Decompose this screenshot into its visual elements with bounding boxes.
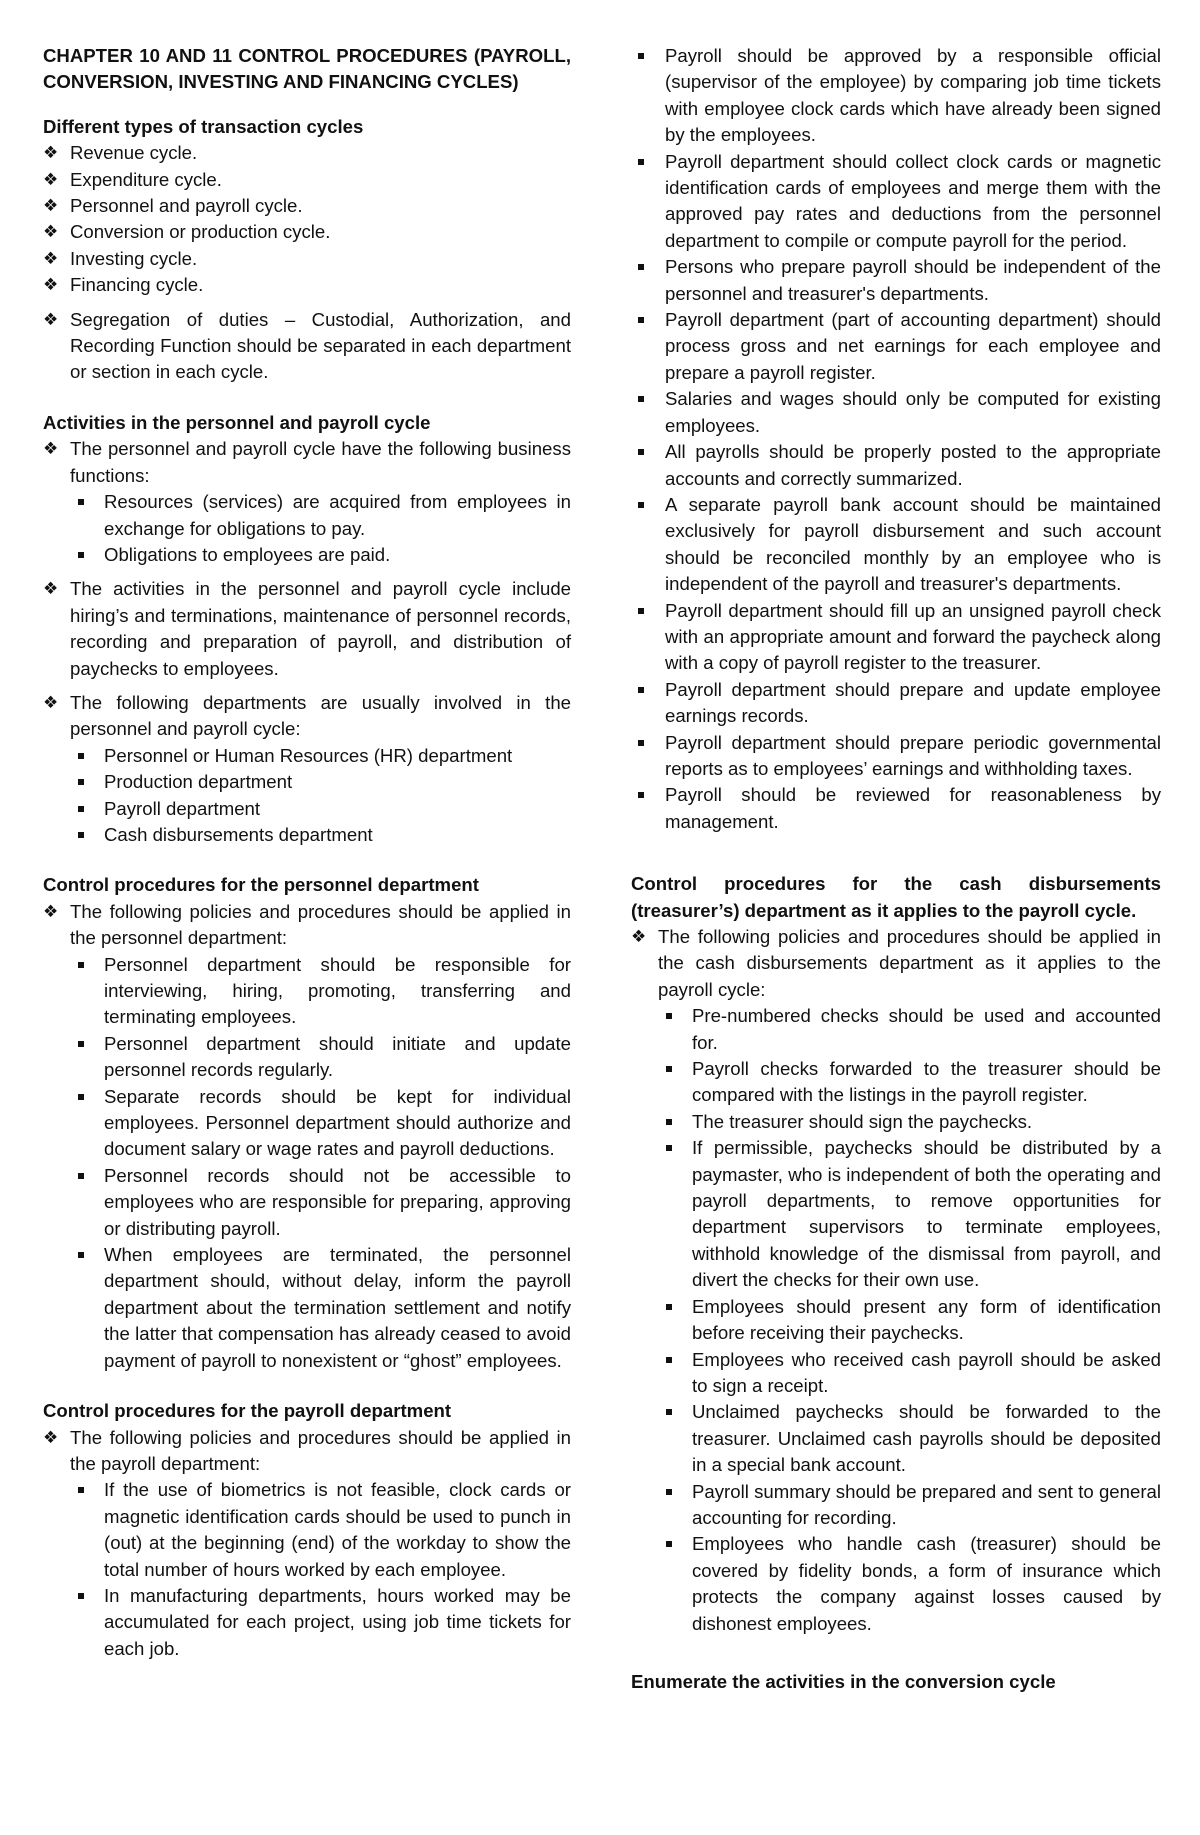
personnel-list [70, 952, 571, 1375]
square-bullet-icon [638, 159, 644, 165]
square-bullet-icon [78, 1252, 84, 1258]
square-bullet-icon [78, 779, 84, 785]
diamond-bullet-icon: ❖ [43, 309, 59, 329]
diamond-bullet-icon: ❖ [43, 222, 59, 242]
cash-intro-item: ❖ The following policies and procedures should be applied in the cash disbursements department as it applies to the payroll cycle: [631, 926, 1161, 1000]
list-item: In manufacturing departments, hours worked may be accumulated for each project, using job time tickets for each job. [70, 1583, 571, 1662]
list-item: Pre-numbered checks should be used and accounted for. [658, 1003, 1161, 1056]
list-item: ❖ Conversion or production cycle. [43, 219, 571, 245]
square-bullet-icon [666, 1304, 672, 1310]
list-item: When employees are terminated, the personnel department should, without delay, inform the payroll department about the termination settlement and notify the latter that compensation has already ceased to avoid payment of payroll to nonexistent or “ghost” employees. [70, 1242, 571, 1374]
business-functions-item: ❖ The personnel and payroll cycle have the following business functions: [43, 438, 571, 486]
segregation-item: ❖ Segregation of duties – Custodial, Authorization, and Recording Function should be separated in each department or section in each cycle. [43, 308, 571, 383]
list-item: If permissible, paychecks should be distributed by a paymaster, who is independent of both the operating and payroll departments, to remove opportunities for department supervisors to terminate employees, withhold knowledge of the dismissal from payroll, and divert the checks for their own use. [658, 1135, 1161, 1293]
square-bullet-icon [78, 1487, 84, 1493]
square-bullet-icon [78, 1041, 84, 1047]
business-functions-list [70, 489, 571, 568]
list-item: Obligations to employees are paid. [70, 542, 571, 568]
square-bullet-icon [638, 740, 644, 746]
list-item: A separate payroll bank account should be maintained exclusively for payroll disbursement and such account should be reconciled monthly by an employee who is independent of the payroll and treasurer's departments. [631, 492, 1161, 598]
diamond-bullet-icon: ❖ [631, 927, 647, 946]
list-item: Personnel records should not be accessible to employees who are responsible for preparing, approving or distributing payroll. [70, 1163, 571, 1242]
square-bullet-icon [638, 317, 644, 323]
payroll-heading: Control procedures for the payroll department [43, 1400, 452, 1422]
right-column [631, 43, 1161, 1695]
list-item: Employees who handle cash (treasurer) should be covered by fidelity bonds, a form of insurance which protects the company against losses caused by dishonest employees. [658, 1531, 1161, 1637]
cycles-list [43, 140, 571, 298]
square-bullet-icon [638, 608, 644, 614]
square-bullet-icon [638, 264, 644, 270]
left-column [43, 43, 571, 1686]
diamond-bullet-icon: ❖ [43, 248, 59, 268]
personnel-intro-item: ❖ The following policies and procedures should be applied in the personnel department: [43, 900, 571, 949]
diamond-bullet-icon: ❖ [43, 692, 59, 712]
square-bullet-icon [666, 1145, 672, 1151]
diamond-bullet-icon: ❖ [43, 901, 59, 921]
square-bullet-icon [638, 502, 644, 508]
diamond-bullet-icon: ❖ [43, 196, 59, 216]
square-bullet-icon [78, 1094, 84, 1100]
diamond-bullet-icon: ❖ [43, 143, 59, 163]
list-item: ❖ Personnel and payroll cycle. [43, 193, 571, 219]
list-item: Personnel or Human Resources (HR) department [70, 743, 571, 769]
payroll-intro-item: ❖ The following policies and procedures should be applied in the payroll department: [43, 1426, 571, 1474]
list-item: Persons who prepare payroll should be independent of the personnel and treasurer's departments. [631, 254, 1161, 307]
square-bullet-icon [78, 962, 84, 968]
diamond-bullet-icon: ❖ [43, 439, 59, 459]
list-item: Employees should present any form of identification before receiving their paychecks. [658, 1294, 1161, 1347]
departments-intro-item: ❖ The following departments are usually involved in the personnel and payroll cycle: [43, 691, 571, 740]
list-item: All payrolls should be properly posted to the appropriate accounts and correctly summarized. [631, 439, 1161, 492]
square-bullet-icon [78, 499, 84, 505]
list-item: Employees who received cash payroll should be asked to sign a receipt. [658, 1347, 1161, 1400]
list-item: ❖ Financing cycle. [43, 272, 571, 298]
list-item: Payroll checks forwarded to the treasurer should be compared with the listings in the payroll register. [658, 1056, 1161, 1109]
cycles-heading: Different types of transaction cycles [43, 115, 364, 137]
list-item: Payroll department should prepare periodic governmental reports as to employees’ earnings and withholding taxes. [631, 730, 1161, 783]
list-item: Unclaimed paychecks should be forwarded to the treasurer. Unclaimed cash payrolls should be deposited in a special bank account. [658, 1399, 1161, 1478]
square-bullet-icon [638, 396, 644, 402]
list-item: Payroll summary should be prepared and sent to general accounting for recording. [658, 1479, 1161, 1532]
list-item: Salaries and wages should only be computed for existing employees. [631, 386, 1161, 439]
square-bullet-icon [666, 1119, 672, 1125]
square-bullet-icon [78, 552, 84, 558]
square-bullet-icon [78, 1173, 84, 1179]
square-bullet-icon [78, 806, 84, 812]
personnel-heading: Control procedures for the personnel department [43, 874, 479, 896]
list-item: Payroll should be reviewed for reasonableness by management. [631, 782, 1161, 835]
square-bullet-icon [666, 1357, 672, 1363]
square-bullet-icon [78, 832, 84, 838]
list-item: Payroll department should collect clock cards or magnetic identification cards of employees and merge them with the approved pay rates and deductions from the personnel department to compile or compute payroll for the period. [631, 149, 1161, 255]
list-item: Personnel department should be responsible for interviewing, hiring, promoting, transferring and terminating employees. [70, 952, 571, 1031]
document-title: CHAPTER 10 AND 11 CONTROL PROCEDURES (PAYROLL, CONVERSION, INVESTING AND FINANCING CYCLES) [43, 45, 571, 93]
list-item: Payroll department (part of accounting department) should process gross and net earnings for each employee and prepare a payroll register. [631, 307, 1161, 386]
payroll-list [70, 1477, 571, 1662]
cash-heading: Control procedures for the cash disbursements (treasurer’s) department as it applies to the payroll cycle. [631, 873, 1161, 921]
list-item: If the use of biometrics is not feasible, clock cards or magnetic identification cards should be used to punch in (out) at the beginning (end) of the workday to show the total number of hours worked by each employee. [70, 1477, 571, 1583]
list-item: Payroll department should fill up an unsigned payroll check with an appropriate amount and forward the paycheck along with a copy of payroll register to the treasurer. [631, 598, 1161, 677]
activities-include-item: ❖ The activities in the personnel and payroll cycle include hiring’s and terminations, maintenance of personnel records, recording and preparation of payroll, and distribution of paychecks to employees. [43, 578, 571, 679]
diamond-bullet-icon: ❖ [43, 1427, 59, 1447]
list-item: Payroll should be approved by a responsible official (supervisor of the employee) by comparing job time tickets with employee clock cards which have already been signed by the employees. [631, 43, 1161, 149]
list-item: Separate records should be kept for individual employees. Personnel department should authorize and document salary or wage rates and payroll deductions. [70, 1084, 571, 1163]
list-item: Personnel department should initiate and update personnel records regularly. [70, 1031, 571, 1084]
square-bullet-icon [666, 1066, 672, 1072]
diamond-bullet-icon: ❖ [43, 275, 59, 295]
square-bullet-icon [638, 687, 644, 693]
list-item: Payroll department should prepare and update employee earnings records. [631, 677, 1161, 730]
square-bullet-icon [666, 1013, 672, 1019]
departments-list [70, 743, 571, 849]
list-item: Cash disbursements department [70, 822, 571, 848]
square-bullet-icon [666, 1409, 672, 1415]
list-item: ❖ Investing cycle. [43, 246, 571, 272]
diamond-bullet-icon: ❖ [43, 169, 59, 189]
cash-list [658, 1003, 1161, 1637]
square-bullet-icon [78, 1593, 84, 1599]
list-item: Production department [70, 769, 571, 795]
list-item: The treasurer should sign the paychecks. [658, 1109, 1161, 1135]
list-item: ❖ Revenue cycle. [43, 140, 571, 166]
list-item: Resources (services) are acquired from employees in exchange for obligations to pay. [70, 489, 571, 542]
enumerate-heading: Enumerate the activities in the conversion cycle [631, 1670, 1056, 1692]
diamond-bullet-icon: ❖ [43, 579, 59, 599]
square-bullet-icon [638, 53, 644, 59]
activities-heading: Activities in the personnel and payroll cycle [43, 411, 431, 433]
square-bullet-icon [78, 753, 84, 759]
square-bullet-icon [666, 1541, 672, 1547]
square-bullet-icon [666, 1489, 672, 1495]
payroll-list-continued [631, 43, 1161, 835]
list-item: Payroll department [70, 796, 571, 822]
square-bullet-icon [638, 792, 644, 798]
square-bullet-icon [638, 449, 644, 455]
list-item: ❖ Expenditure cycle. [43, 167, 571, 193]
